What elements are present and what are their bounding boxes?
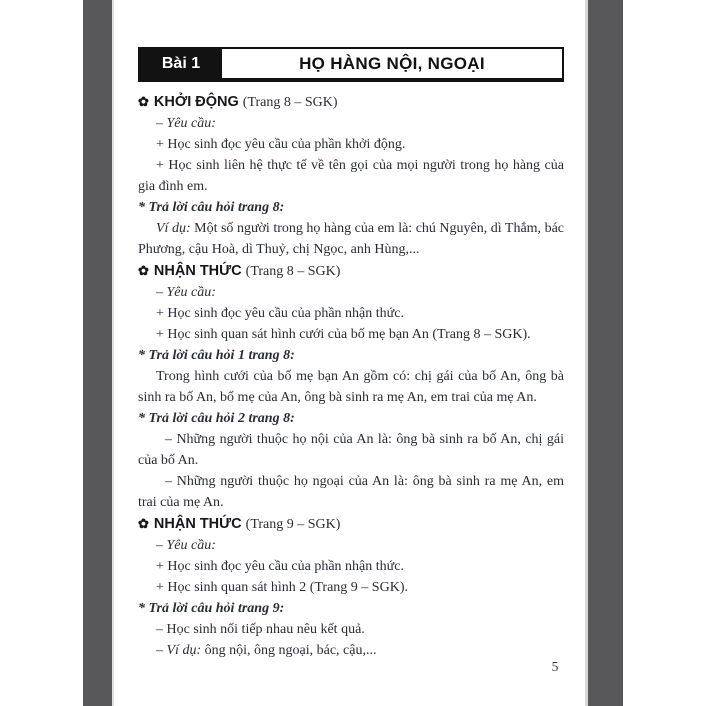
example-label: Ví dụ: (166, 643, 202, 658)
flower-star-icon: ✿ (138, 263, 149, 278)
flower-star-icon: ✿ (138, 516, 149, 531)
list-item (138, 640, 564, 661)
section-heading (138, 91, 564, 113)
section-heading (138, 260, 564, 282)
paragraph: Trong hình cưới của bố mẹ bạn An gồm có: chị gái của bố An, ông bà sinh ra bố An, bố mẹ của An, ông bà sinh ra mẹ An, em trai của mẹ An. (138, 369, 564, 405)
page-number: 5 (551, 659, 559, 674)
lesson-number-tab: Bài 1 (140, 49, 222, 78)
list-item: + Học sinh quan sát hình 2 (Trang 9 – SGK). (156, 580, 408, 595)
list-item: + Học sinh đọc yêu cầu của phần nhận thức. (156, 306, 404, 321)
example-label: Ví dụ: (156, 221, 191, 236)
left-gray-band (83, 0, 112, 706)
dash-prefix: – (156, 643, 167, 658)
answer-heading: * Trả lời câu hỏi trang 8: (138, 200, 285, 215)
list-item: + Học sinh liên hệ thực tế về tên gọi của mọi người trong họ hàng của gia đình em. (138, 158, 564, 194)
list-item: + Học sinh quan sát hình cưới của bố mẹ bạn An (Trang 8 – SGK). (156, 327, 531, 342)
page-content (138, 47, 564, 661)
requirement-label: – Yêu cầu: (156, 285, 216, 300)
right-gray-band (588, 0, 623, 706)
paragraph (138, 218, 564, 260)
list-item: + Học sinh đọc yêu cầu của phần khởi động. (156, 137, 406, 152)
paragraph-text: Một số người trong họ hàng của em là: chú Nguyên, dì Thắm, bác Phương, cậu Hoà, dì Thuỷ, chị Ngọc, anh Hùng,... (138, 221, 565, 257)
paragraph: – Những người thuộc họ nội của An là: ông bà sinh ra bố An, chị gái của bố An. (138, 432, 564, 468)
answer-heading: * Trả lời câu hỏi trang 9: (138, 601, 285, 616)
requirement-label: – Yêu cầu: (156, 116, 216, 131)
section-heading (138, 513, 564, 535)
answer-heading: * Trả lời câu hỏi 2 trang 8: (138, 411, 295, 426)
paragraph: – Những người thuộc họ ngoại của An là: ông bà sinh ra mẹ An, em trai của mẹ An. (138, 474, 564, 510)
page-right-edge (585, 0, 588, 706)
answer-heading: * Trả lời câu hỏi 1 trang 8: (138, 348, 295, 363)
flower-star-icon: ✿ (138, 94, 149, 109)
section-label: NHẬN THỨC (153, 263, 242, 279)
list-item: + Học sinh đọc yêu cầu của phần nhận thức. (156, 559, 404, 574)
page-left-edge (112, 0, 114, 706)
lesson-title: HỌ HÀNG NỘI, NGOẠI (299, 54, 485, 73)
list-item: – Học sinh nối tiếp nhau nêu kết quả. (156, 622, 365, 637)
section-label: KHỞI ĐỘNG (153, 94, 239, 110)
paragraph-text: ông nội, ông ngoại, bác, cậu,... (201, 643, 377, 658)
section-label: NHẬN THỨC (153, 516, 242, 532)
section-page-ref: (Trang 9 – SGK) (245, 517, 341, 532)
requirement-label: – Yêu cầu: (156, 538, 216, 553)
section-page-ref: (Trang 8 – SGK) (245, 264, 341, 279)
lesson-header (138, 47, 564, 82)
section-page-ref: (Trang 8 – SGK) (242, 95, 338, 110)
